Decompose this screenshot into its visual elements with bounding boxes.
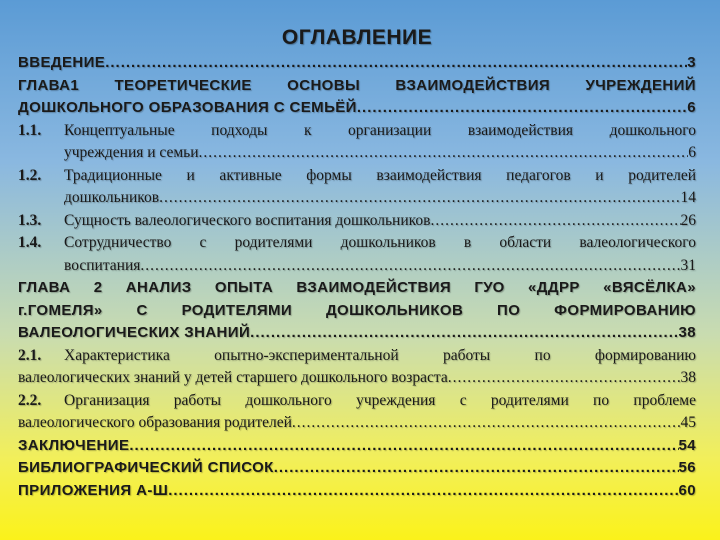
toc-entry-text: валеологических знаний у детей старшего дошкольного возраста — [18, 369, 448, 386]
toc-entry-text: валеологического образования родителей — [18, 414, 292, 431]
toc-entry-text: ВАЛЕОЛОГИЧЕСКИХ ЗНАНИЙ — [18, 324, 251, 341]
toc-entry-text: ЗАКЛЮЧЕНИЕ — [18, 436, 130, 454]
toc-entry-chapter2 — [18, 277, 696, 345]
toc-entry-text: воспитания — [64, 256, 141, 274]
toc-entry-section-1-4 — [18, 232, 696, 277]
toc-entry-appendix — [18, 480, 696, 503]
dot-leader — [292, 412, 681, 435]
toc-page-number: 3 — [687, 54, 696, 71]
section-number: 1.3. — [18, 211, 42, 229]
toc-entry-section-1-3 — [18, 210, 696, 233]
toc-entry-text: БИБЛИОГРАФИЧЕСКИЙ СПИСОК — [18, 459, 274, 476]
toc-page-number: 31 — [680, 256, 696, 274]
toc-entry-conclusion — [18, 435, 696, 458]
toc-entry-text: учреждения и семьи — [64, 144, 199, 161]
toc-page-number: 26 — [680, 211, 696, 229]
dot-leader — [159, 187, 680, 210]
section-number: 1.2. — [18, 166, 42, 184]
dot-leader — [448, 367, 681, 390]
toc-entry-text: ГЛАВА1 ТЕОРЕТИЧЕСКИЕ ОСНОВЫ ВЗАИМОДЕЙСТВИЯ УЧРЕЖДЕНИЙ — [18, 76, 696, 94]
dot-leader — [357, 97, 687, 120]
dot-leader — [274, 457, 679, 480]
toc-entry-text: ВВЕДЕНИЕ — [18, 54, 106, 71]
toc-entry-intro — [18, 52, 696, 75]
toc-entry-chapter1 — [18, 75, 696, 120]
table-of-contents — [18, 0, 696, 502]
toc-entry-text: Концептуальные подходы к организации взаимодействия дошкольного — [64, 121, 696, 139]
page-title: ОГЛАВЛЕНИЕ — [281, 26, 433, 49]
toc-page-number: 6 — [688, 144, 696, 161]
toc-entry-text: Сущность валеологического воспитания дошкольников — [64, 211, 431, 229]
toc-entry-section-1-2 — [18, 165, 696, 210]
toc-page-number: 60 — [678, 481, 696, 499]
toc-entry-text: ПРИЛОЖЕНИЯ А-Ш — [18, 481, 169, 499]
section-number: 1.1. — [18, 121, 42, 139]
toc-page-number: 6 — [687, 99, 696, 116]
section-number: 1.4. — [18, 234, 42, 251]
toc-page-number: 56 — [678, 459, 696, 476]
toc-entries — [18, 52, 696, 502]
toc-entry-text: Сотрудничество с родителями дошкольников в области валеологического — [64, 234, 696, 251]
toc-entry-text: ГЛАВА 2 АНАЛИЗ ОПЫТА ВЗАИМОДЕЙСТВИЯ ГУО «ДДРР «ВЯСЁЛКА» — [18, 279, 696, 296]
section-number: 2.1. — [18, 346, 42, 364]
toc-page-number: 54 — [678, 436, 696, 454]
dot-leader — [129, 435, 678, 458]
toc-page-number: 14 — [680, 189, 696, 206]
toc-entry-text: ДОШКОЛЬНОГО ОБРАЗОВАНИЯ С СЕМЬЁЙ — [18, 99, 357, 116]
dot-leader — [168, 480, 678, 503]
toc-page-number: 45 — [680, 414, 696, 431]
dot-leader — [140, 255, 680, 278]
section-number: 2.2. — [18, 391, 42, 409]
toc-entry-text: Традиционные и активные формы взаимодействия педагогов и родителей — [64, 166, 696, 184]
toc-page-number: 38 — [678, 324, 696, 341]
toc-entry-section-2-1 — [18, 345, 696, 390]
toc-entry-text: Организация работы дошкольного учреждения с родителями по проблеме — [64, 391, 696, 409]
toc-entry-bibliography — [18, 457, 696, 480]
dot-leader — [199, 142, 689, 165]
toc-entry-section-1-1 — [18, 120, 696, 165]
dot-leader — [430, 210, 680, 233]
toc-entry-text: г.ГОМЕЛЯ» С РОДИТЕЛЯМИ ДОШКОЛЬНИКОВ ПО ФОРМИРОВАНИЮ — [18, 301, 696, 319]
toc-entry-text: дошкольников — [64, 189, 160, 206]
dot-leader — [250, 322, 678, 345]
toc-page-number: 38 — [680, 369, 696, 386]
dot-leader — [105, 52, 687, 75]
toc-entry-text: Характеристика опытно-экспериментальной работы по формированию — [64, 346, 696, 364]
toc-entry-section-2-2 — [18, 390, 696, 435]
